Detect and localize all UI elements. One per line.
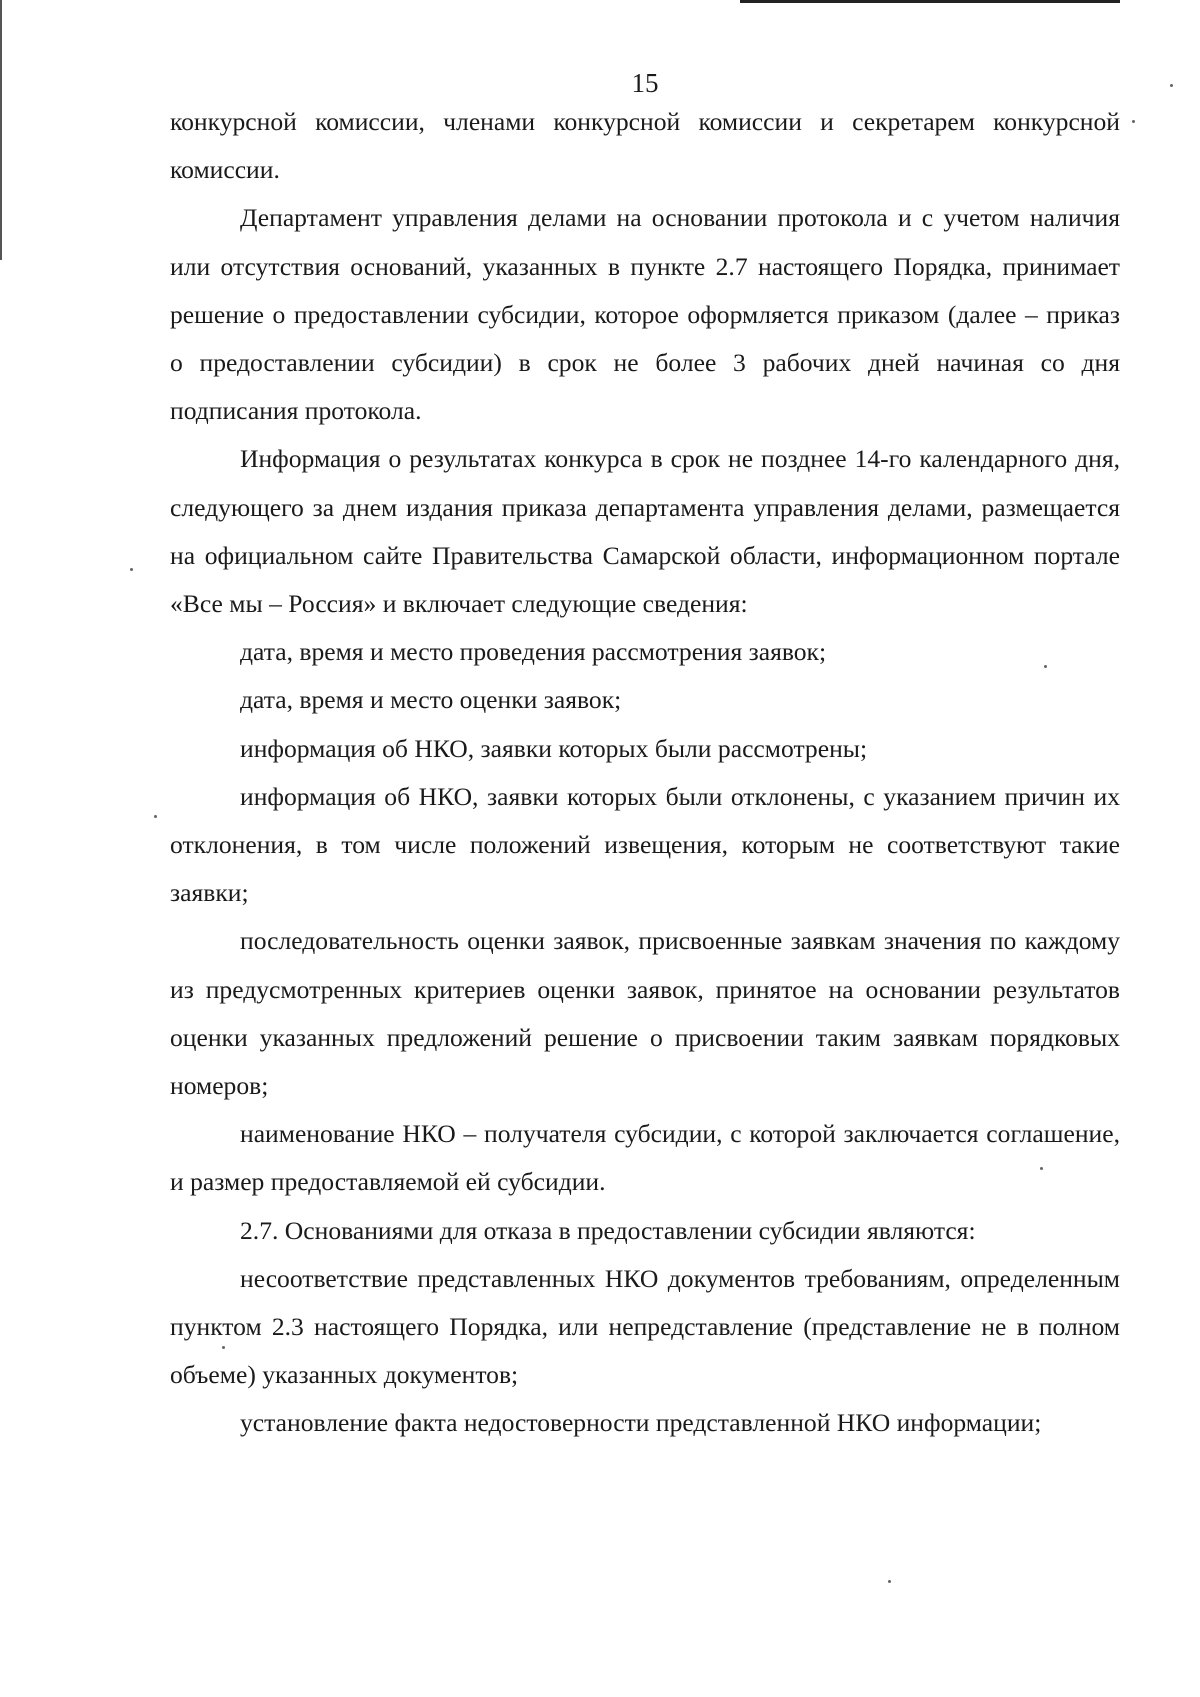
scan-speck: [888, 1580, 891, 1583]
scan-edge-top: [740, 0, 1120, 3]
list-item-unreliable-info: установление факта недостоверности представленной НКО информации;: [240, 1408, 1042, 1438]
scan-speck: [222, 1346, 225, 1349]
list-item-rejected-nko: информация об НКО, заявки которых были отклонены, с указанием причин их отклонения, в том числе положений извещения, которым не соответствуют такие заявки;: [170, 781, 1120, 908]
paragraph-continuation: конкурсной комиссии, членами конкурсной комиссии и секретарем конкурсной комиссии.: [170, 107, 1120, 185]
scan-speck: [154, 815, 157, 818]
scan-speck: [1040, 1167, 1043, 1170]
list-item-reviewed-nko: информация об НКО, заявки которых были рассмотрены;: [240, 733, 868, 763]
scan-speck: [1132, 120, 1135, 123]
list-item-evaluation-date: дата, время и место оценки заявок;: [240, 685, 622, 715]
list-item-evaluation-sequence: последовательность оценки заявок, присвоенные заявкам значения по каждому из предусмотренных критериев оценки заявок, принятое на основании результатов оценки указанных предложений решение о присвоении таким заявкам порядковых номеров;: [170, 926, 1120, 1101]
paragraph-results-info: Информация о результатах конкурса в срок не позднее 14-го календарного дня, следующего за днем издания приказа департамента управления делами, размещается на официальном сайте Правительства Самарской области, информационном портале «Все мы – Россия» и включает следующие сведения:: [170, 444, 1120, 619]
section-heading-2-7: 2.7. Основаниями для отказа в предоставлении субсидии являются:: [240, 1215, 976, 1245]
list-item-review-date: дата, время и место проведения рассмотрения заявок;: [240, 637, 827, 667]
page-number: 15: [631, 68, 659, 98]
list-item-recipient: наименование НКО – получателя субсидии, с которой заключается соглашение, и размер предоставляемой ей субсидии.: [170, 1119, 1120, 1197]
paragraph-decision: Департамент управления делами на основании протокола и с учетом наличия или отсутствия оснований, указанных в пункте 2.7 настоящего Порядка, принимает решение о предоставлении субсидии, которое оформляется приказом (далее – приказ о предоставлении субсидии) в срок не более 3 рабочих дней начиная со дня подписания протокола.: [170, 203, 1120, 426]
scan-speck: [130, 568, 133, 571]
scan-speck: [1170, 84, 1173, 87]
scan-speck: [1044, 665, 1047, 668]
list-item-noncompliance: несоответствие представленных НКО документов требованиям, определенным пунктом 2.3 настоящего Порядка, или непредставление (представление не в полном объеме) указанных документов;: [170, 1263, 1120, 1390]
document-body: [170, 98, 1120, 1448]
scan-edge-left: [0, 0, 2, 260]
